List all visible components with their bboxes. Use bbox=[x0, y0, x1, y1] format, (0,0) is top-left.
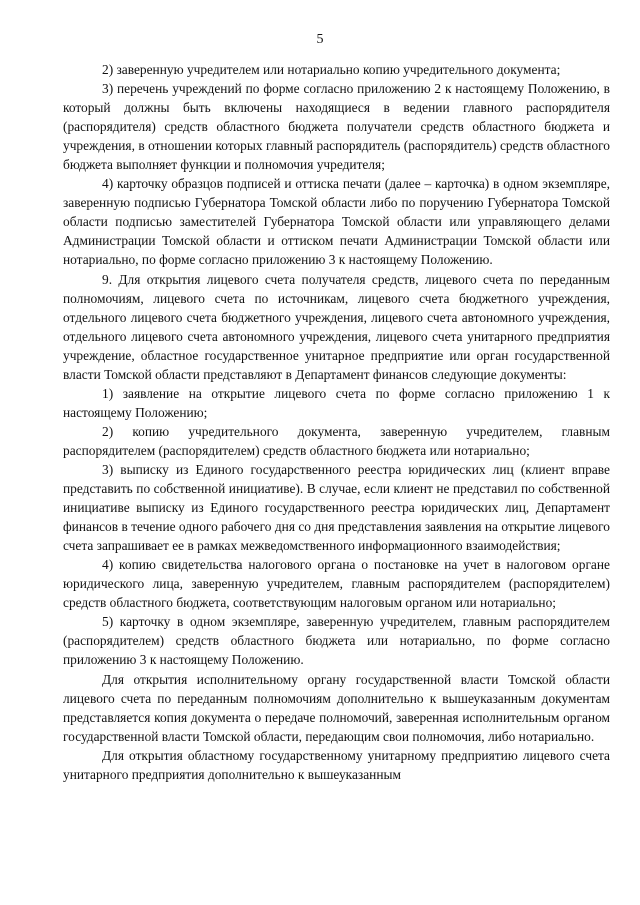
paragraph-item-4-signature-card: 4) карточку образцов подписей и оттиска печати (далее – карточка) в одном экземпляре, заверенную подписью Губернатора Томской области либо по поручению Губернатора Томской области подписью заместителей Губернатора Томской области или управляющего делами Администрации Томской области и оттиском печати Администрации Томской области или нотариально, по форме согласно приложению 3 к настоящему Положению. bbox=[63, 176, 610, 268]
paragraph-item-2-founding-document: 2) копию учредительного документа, заверенную учредителем, главным распорядителем (распорядителем) средств областного бюджета или нотариально; bbox=[63, 423, 610, 458]
paragraph-item-4-tax-certificate: 4) копию свидетельства налогового органа о постановке на учет в налоговом органе юридического лица, заверенную учредителем, главным распорядителем (распорядителем) средств областного бюджета, соответствующим налоговым органом или нотариально; bbox=[63, 557, 610, 611]
paragraph-item-3-institutions-list: 3) перечень учреждений по форме согласно приложению 2 к настоящему Положению, в который должны быть включены находящиеся в ведении главного распорядителя (распорядителя) средств областного бюджета получатели средств областного бюджета и учреждения, в отношении которых главный распорядитель (распорядитель) средств областного бюджета выполняет функции и полномочия учредителя; bbox=[63, 81, 610, 173]
paragraph-item-2-founding-document-copy: 2) заверенную учредителем или нотариально копию учредительного документа; bbox=[102, 62, 561, 77]
paragraph-item-5-card: 5) карточку в одном экземпляре, заверенную учредителем, главным распорядителем (распорядителем) средств областного бюджета или нотариально, по форме согласно приложению 3 к настоящему Положению. bbox=[63, 614, 610, 668]
paragraph-unitary-enterprise: Для открытия областному государственному унитарному предприятию лицевого счета унитарного предприятия дополнительно к вышеуказанным bbox=[63, 747, 610, 782]
paragraph-item-3-registry-extract: 3) выписку из Единого государственного реестра юридических лиц (клиент вправе представить по собственной инициативе). В случае, если клиент не представил по собственной инициативе выписку из Единого государственного реестра юридических лиц, Департамент финансов в течение одного рабочего дня со дня представления заявления на открытие лицевого счета запрашивает ее в рамках межведомственного информационного взаимодействия; bbox=[63, 461, 610, 554]
paragraph-executive-body: Для открытия исполнительному органу государственной власти Томской области лицевого счета по переданным полномочиям дополнительно к вышеуказанным документам представляется копия документа о передаче полномочий, заверенная исполнительным органом государственной власти Томской области, передающим свои полномочия, либо нотариально. bbox=[63, 671, 610, 744]
paragraph-item-1-application: 1) заявление на открытие лицевого счета по форме согласно приложению 1 к настоящему Положению; bbox=[63, 385, 610, 420]
paragraph-section-9-intro: 9. Для открытия лицевого счета получателя средств, лицевого счета по переданным полномочиям, лицевого счета по источникам, лицевого счета бюджетного учреждения, отдельного лицевого счета бюджетного учреждения, лицевого счета автономного учреждения, отдельного лицевого счета автономного учреждения, лицевого счета унитарного предприятия учреждение, областное государственное унитарное предприятие или орган государственной власти Томской области представляют в Департамент финансов следующие документы: bbox=[63, 271, 610, 382]
page-number: 5 bbox=[316, 32, 324, 47]
document-body bbox=[63, 60, 610, 784]
